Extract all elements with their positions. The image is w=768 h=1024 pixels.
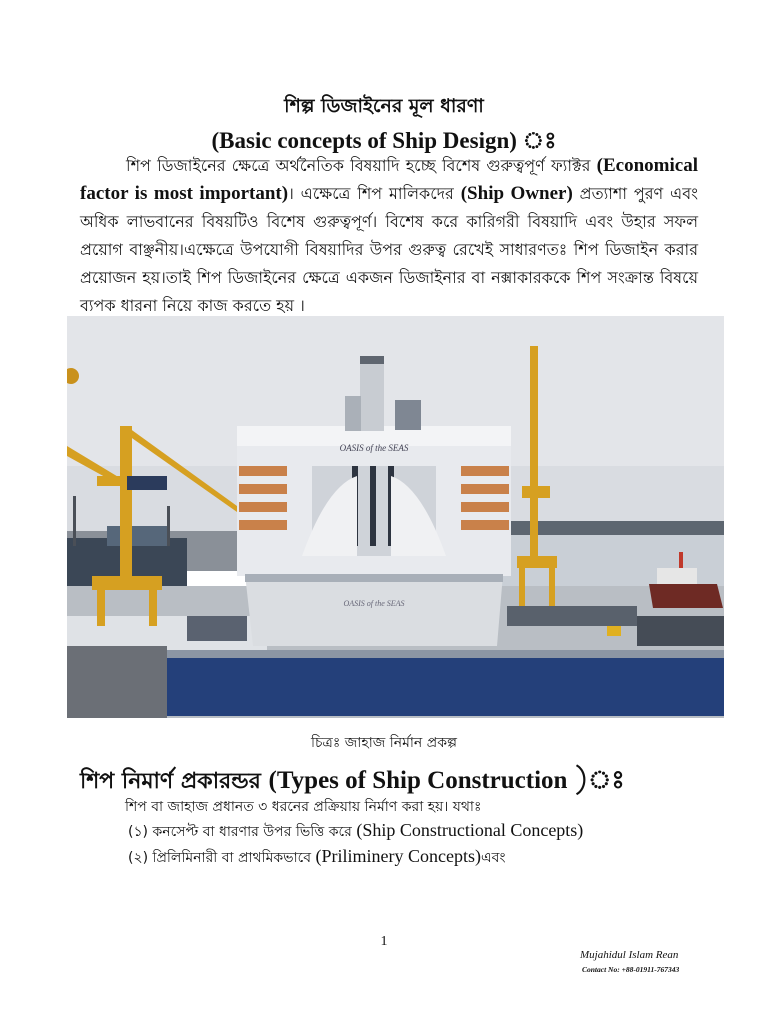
figure-caption: চিত্রঃ জাহাজ নির্মান প্রকল্প [311, 735, 457, 751]
page-number: 1 [380, 934, 388, 949]
page-title-bengali: শিল্প ডিজাইনের মূল ধারণা [284, 95, 484, 117]
para-text-1: শিপ ডিজাইনের ক্ষেত্রে অর্থনৈতিক বিষয়াদি হচ্ছে বিশেষ গুরুত্বপূর্ণ ফ্যাক্টর [126, 156, 591, 175]
author-contact: Contact No: +88-01911-767343 [582, 965, 680, 974]
section-heading-bengali: শিপ নিমার্ণ প্রকারন্ডর [80, 769, 261, 794]
list-item-1-english: (Ship Constructional Concepts) [356, 820, 584, 840]
section-heading-english: (Types of Ship Construction )ঃ [268, 767, 625, 794]
ship-name-label: OASIS of the SEAS [339, 443, 409, 453]
list-item-2 [128, 846, 506, 870]
para-text-3: প্রত্যাশা পুরণ এবং অধিক লাভবানের বিষয়টিও বিশেষ গুরুত্বপূর্ণ। বিশেষ করে কারিগরী বিষয়াদি এবং উহার সফল প্রয়োগ বাঞ্ছনীয়।এক্ষেত্রে উপযোগী বিষয়াদির উপর গুরুত্ব রেখেই সাধারণতঃ শিপ ডিজাইন করার প্রয়োজন হয়।তাই শিপ ডিজাইনের ক্ষেত্রে একজন ডিজাইনার বা নক্সাকারককে শিপ সংক্রান্ত বিষয়ে ব্যপক ধারনা নিয়ে কাজ করতে হয় । [80, 184, 698, 315]
construction-intro-line: শিপ বা জাহাজ প্রধানত ৩ ধরনের প্রক্রিয়ায় নির্মাণ করা হয়। যথাঃ [125, 799, 482, 815]
para-text-2: । এক্ষেত্রে শিপ মালিকদের [288, 184, 454, 203]
list-item-2-end: এবং [481, 850, 506, 866]
list-item-2-bengali: (২) প্রিলিমিনারী বা প্রাথমিকভাবে [128, 850, 312, 866]
stern-name-label: OASIS of the SEAS [343, 599, 405, 608]
intro-paragraph [80, 152, 698, 320]
para-bold-2: (Ship Owner) [460, 183, 573, 204]
page-title-english: (Basic concepts of Ship Design) ঃ [211, 128, 557, 153]
para-bold-1: (Economical factor is most important) [80, 155, 698, 204]
list-item-2-english: (Priliminery Concepts) [315, 846, 482, 866]
ship-construction-photo [67, 316, 724, 718]
author-name: Mujahidul Islam Rean [580, 949, 679, 961]
list-item-1 [128, 820, 583, 844]
list-item-1-bengali: (১) কনসেপ্ট বা ধারণার উপর ভিত্তি করে [128, 824, 352, 840]
